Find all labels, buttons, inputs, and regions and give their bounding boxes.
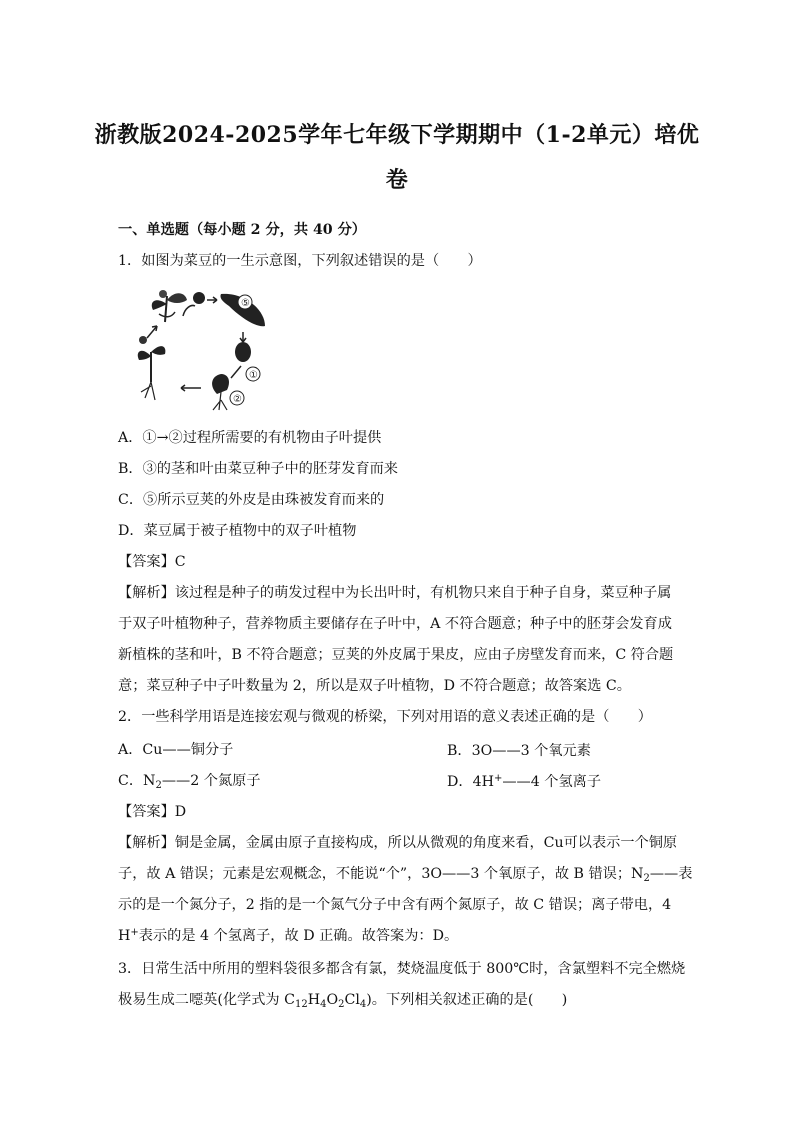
section-heading: 一、单选题（每小题 2 分，共 40 分） [118,222,366,238]
q1-analysis-line: 意；菜豆种子中子叶数量为 2，所以是双子叶植物，D 不符合题意；故答案选 C。 [118,678,631,694]
q2-option-c: C．$N_2——2$ 个氮原子 [118,773,261,791]
q2-answer: 【答案】D [118,804,187,820]
label-5: ⑤ [241,298,250,309]
flowering-plant-icon [152,290,205,322]
q1-option-b: B．③的茎和叶由菜豆种子中的胚芽发育而来 [118,461,398,477]
bean-lifecycle-diagram [125,282,285,418]
q2-analysis-line: 【解析】铜是金属，金属由原子直接构成，所以从微观的角度来看，Cu可以表示一个铜原 [118,835,678,851]
q1-stem: 1．如图为菜豆的一生示意图，下列叙述错误的是（ ） [118,253,482,269]
germinating-seed-icon [212,374,244,410]
q2-option-b: B．3O——3 个氧元素 [447,743,591,759]
q2-analysis-line: 子，故 A 错误；元素是宏观概念，不能说“个”，3O——3 个氧原子，故 B 错误；$N_2——$表 [118,866,693,884]
q3-stem-line: 3．日常生活中所用的塑料袋很多都含有氯，焚烧温度低于 800℃时，含氯塑料不完全燃烧 [118,961,686,977]
bean-pod-icon [220,294,265,326]
label-2: ② [233,394,242,405]
q1-option-a: A．①→②过程所需要的有机物由子叶提供 [118,430,382,446]
q1-analysis-line: 于双子叶植物种子，营养物质主要储存在子叶中，A 不符合题意；种子中的胚芽会发育成 [118,616,672,632]
q2-analysis-line: 示的是一个氮分子，2 指的是一个氮气分子中含有两个氮原子，故 C 错误；离子带电，4 [118,897,672,913]
seedling-icon [138,336,166,400]
q2-option-d: D．4H+——4 个氢离子 [447,773,602,790]
q2-stem: 2．一些科学用语是连接宏观与微观的桥梁，下列对用语的意义表述正确的是（ ） [118,709,652,725]
q1-analysis-line: 【解析】该过程是种子的萌发过程中为长出叶时，有机物只来自于种子自身，菜豆种子属 [118,585,672,601]
q2-option-a: A．Cu——铜分子 [118,742,234,758]
page-title-continued: 卷 [385,167,409,193]
q1-answer: 【答案】C [118,554,186,570]
label-1: ① [249,370,258,381]
bean-lifecycle-figure [125,282,285,418]
q3-stem-line: 极易生成二噁英(化学式为 $C_{12}H_4O_2Cl_4$)。下列相关叙述正确的是( ) [118,992,568,1010]
bean-seed-icon [235,342,260,381]
q1-analysis-line: 新植株的茎和叶，B 不符合题意；豆荚的外皮属于果皮，应由子房壁发育而来，C 符合题 [118,647,674,663]
page-title: 浙教版2024-2025学年七年级下学期期中（1-2单元）培优 [94,122,700,148]
q2-analysis-line: H+表示的是 4 个氢离子，故 D 正确。故答案为：D。 [118,927,459,944]
q1-option-c: C．⑤所示豆荚的外皮是由珠被发育而来的 [118,492,385,508]
q1-option-d: D．菜豆属于被子植物中的双子叶植物 [118,523,357,539]
